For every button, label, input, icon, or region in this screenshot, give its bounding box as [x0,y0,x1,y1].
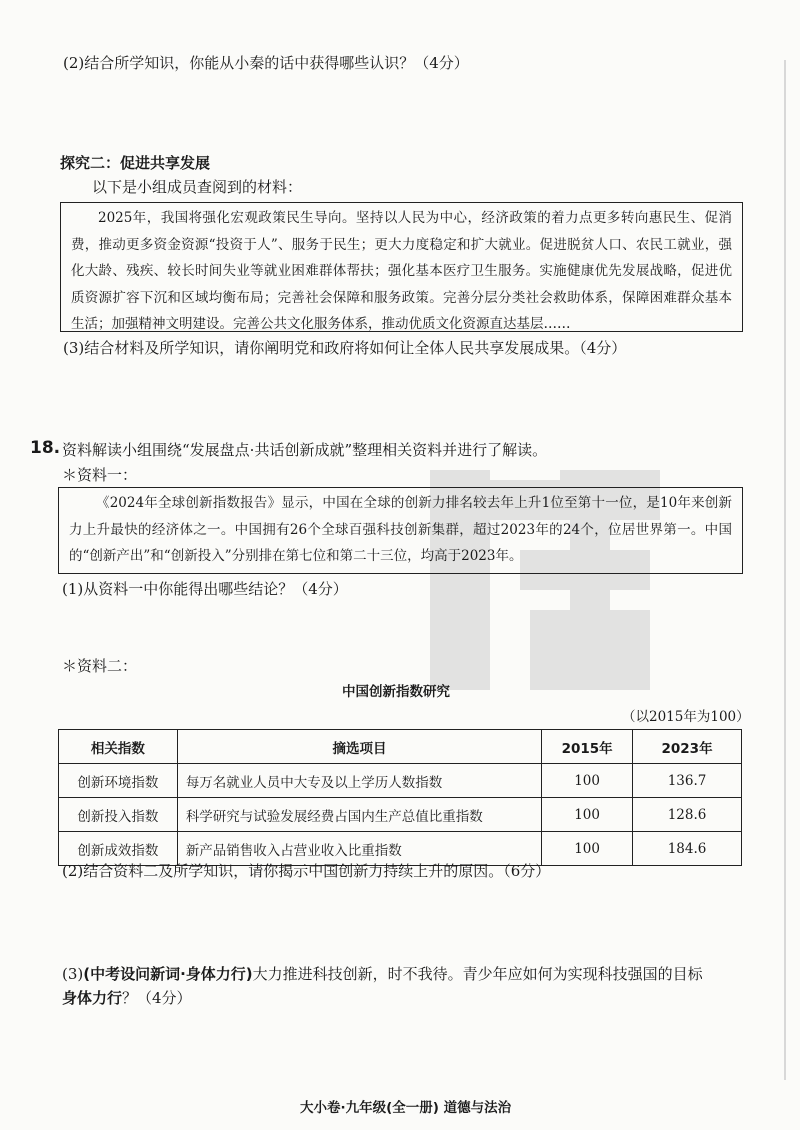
cell-2023: 128.6 [633,798,742,832]
q3-bold-term: 身体力行 [62,989,123,1007]
q18-stem: 资料解读小组围绕“发展盘点·共话创新成就”整理相关资料并进行了解读。 [62,441,548,459]
explore2-question: (3)结合材料及所学知识，请你阐明党和政府将如何让全体人民共享发展成果。（4分） [63,339,627,357]
q3-tag: (中考设问新词·身体力行) [83,965,253,983]
header-2023: 2023年 [633,730,742,764]
table-title: 中国创新指数研究 [342,684,450,700]
q18-question2: (2)结合资料二及所学知识，请你揭示中国创新力持续上升的原因。（6分） [62,862,551,880]
material1-text: 《2024年全球创新指数报告》显示，中国在全球的创新力排名较去年上升1位至第十一位，是10年来创新力上升最快的经济体之一。中国拥有26个全球百强科技创新集群，超过2023年的24个，位居世界第一。中国的“创新产出”和“创新投入”分别排在第七位和第二十三位，均高于2023年。 [69,495,732,564]
material1-box [58,487,743,574]
header-2015: 2015年 [542,730,633,764]
table-row [59,798,742,832]
explore2-material-text: 2025年，我国将强化宏观政策民生导向。坚持以人民为中心，经济政策的着力点更多转向惠民生、促消费，推动更多资金资源“投资于人”、服务于民生；更大力度稳定和扩大就业。促进脱贫人口、农民工就业，强化大龄、残疾、较长时间失业等就业困难群体帮扶；强化基本医疗卫生服务。实施健康优先发展战略，促进优质资源扩容下沉和区域均衡布局；完善社会保障和服务政策。完善分层分类社会救助体系，保障困难群众基本生活；加强精神文明建设。完善公共文化服务体系，推动优质文化资源直达基层…… [71,210,732,332]
cell-index-name: 创新投入指数 [59,798,178,832]
q18-number: 18. [30,438,61,458]
header-selected-item: 摘选项目 [177,730,541,764]
q17-part2-question: (2)结合所学知识，你能从小秦的话中获得哪些认识？（4分） [63,54,469,72]
cell-item: 新产品销售收入占营业收入比重指数 [177,832,541,866]
q3-text: 大力推进科技创新，时不我待。青少年应如何为实现科技强国的目标 [252,965,703,983]
cell-2015: 100 [542,798,633,832]
cell-2023: 136.7 [633,764,742,798]
innovation-index-table [58,729,742,866]
material1-label: ＊资料一： [62,466,138,484]
q3-prefix: (3) [62,965,84,983]
q3-end: ？（4分） [122,989,192,1007]
table-row [59,764,742,798]
q18-question3 [62,962,752,1010]
table-note: （以2015年为100） [622,709,750,725]
explore2-heading: 探究二：促进共享发展 [60,154,211,172]
explore2-material-box [60,202,743,332]
cell-index-name: 创新环境指数 [59,764,178,798]
header-related-index: 相关指数 [59,730,178,764]
table-header-row [59,730,742,764]
scan-edge-line [784,60,786,1080]
cell-index-name: 创新成效指数 [59,832,178,866]
cell-2015: 100 [542,832,633,866]
cell-item: 每万名就业人员中大专及以上学历人数指数 [177,764,541,798]
cell-item: 科学研究与试验发展经费占国内生产总值比重指数 [177,798,541,832]
page-footer: 大小卷·九年级(全一册) 道德与法治 [300,1100,512,1116]
explore2-intro: 以下是小组成员查阅到的材料： [92,178,303,196]
material2-label: ＊资料二： [62,657,138,675]
cell-2023: 184.6 [633,832,742,866]
cell-2015: 100 [542,764,633,798]
q18-question1: (1)从资料一中你能得出哪些结论？（4分） [62,580,348,598]
